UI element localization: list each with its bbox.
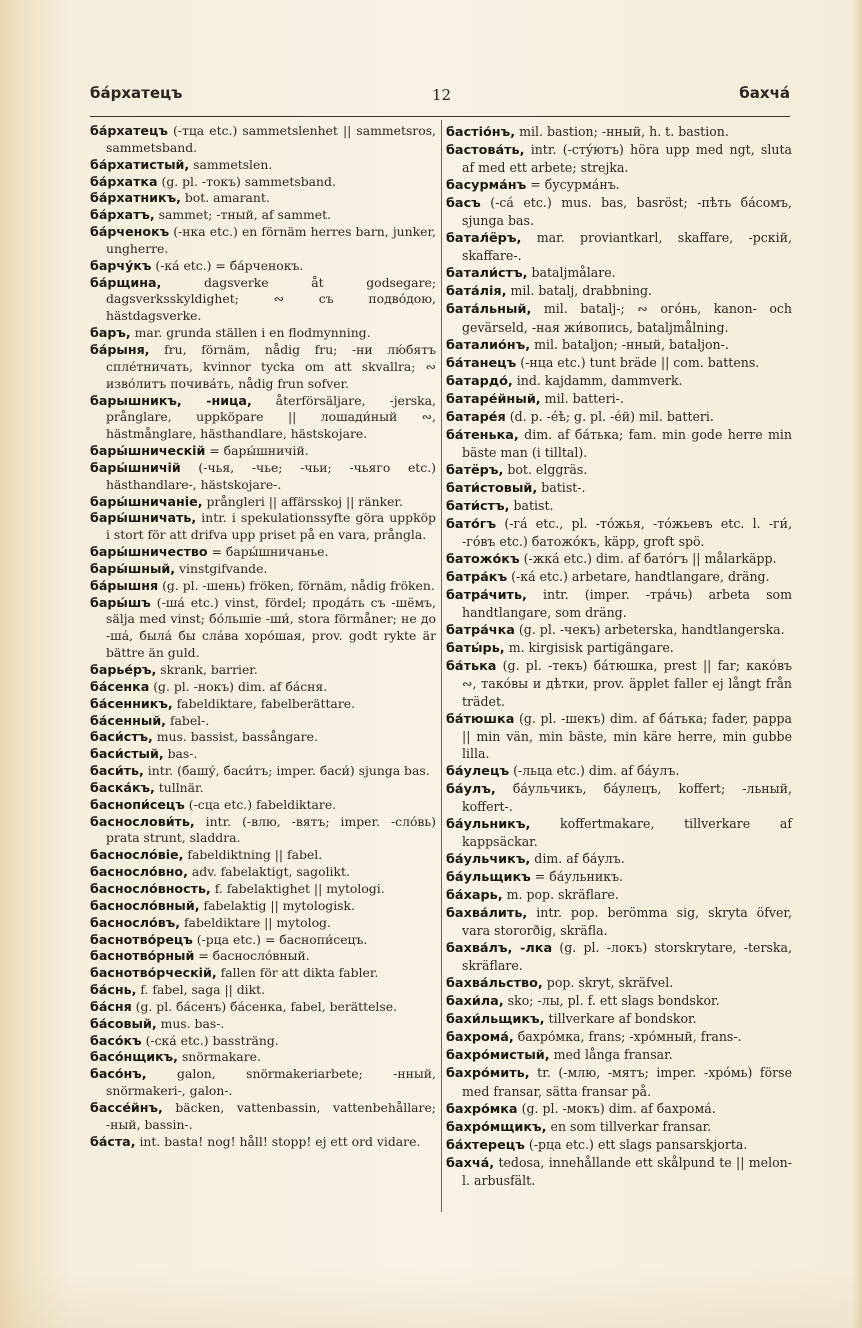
entry-headword: бахро́мка (446, 1101, 518, 1117)
dictionary-entry (90, 207, 436, 224)
dictionary-entry (446, 515, 792, 550)
entry-definition: (g. pl. -текъ) ба́тюшка, prest || far; како́въ ∾, тако́вы и дѣтки, prov. äpplet faller ej långt från trädet. (462, 658, 792, 709)
entry-headword: батардо́, (446, 373, 513, 389)
entry-headword: барчу́къ (90, 257, 152, 273)
entry-definition: f. fabelaktighet || mytologi. (214, 880, 385, 896)
dictionary-entry (90, 999, 436, 1016)
entry-definition: sko; -лы, pl. f. ett slags bondskor. (507, 993, 720, 1009)
dictionary-entry (446, 390, 792, 408)
dictionary-entry (446, 123, 792, 141)
entry-definition: mus. bassist, bassångare. (156, 729, 318, 745)
dictionary-entry (90, 494, 436, 511)
entry-definition: adv. fabelaktigt, sagolikt. (191, 864, 350, 880)
entry-headword: бары́шничій (90, 459, 181, 475)
entry-definition: fabel-. (169, 712, 210, 728)
entry-headword: бахва́льство, (446, 976, 543, 992)
entry-definition: med långa fransar. (553, 1047, 673, 1063)
entry-headword: бары́шническій (90, 443, 206, 459)
dictionary-entry (90, 1134, 436, 1151)
entry-headword: басносло́вный, (90, 897, 200, 913)
column-divider (441, 120, 442, 1212)
entry-definition: mil. bataljon; -нный, bataljon-. (534, 336, 729, 352)
dictionary-entry (90, 881, 436, 898)
entry-headword: бата́льный, (446, 302, 532, 318)
entry-headword: ба́улецъ (446, 763, 510, 779)
paper-stain (0, 1268, 862, 1328)
entry-headword: ба́ста, (90, 1133, 136, 1149)
dictionary-entry (446, 762, 792, 780)
entry-headword: бахва́лъ, -лка (446, 941, 553, 957)
entry-definition: = ба́ульникъ. (534, 868, 624, 884)
entry-headword: басносло́въ, (90, 914, 181, 930)
dictionary-entry (446, 194, 792, 229)
dictionary-entry (446, 282, 792, 300)
entry-headword: бары́шничество (90, 544, 208, 560)
dictionary-entry (446, 408, 792, 426)
entry-headword: ба́харь, (446, 888, 503, 904)
entry-headword: батёръ, (446, 462, 504, 478)
entry-headword: баси́стый, (90, 746, 164, 762)
dictionary-entry (90, 1033, 436, 1050)
entry-headword: бато́гъ (446, 517, 497, 533)
entry-definition: = бусурма́нъ. (530, 177, 620, 193)
entry-definition: (-рца etc.) = баснопи́сецъ. (196, 931, 368, 947)
entry-definition: bas-. (167, 746, 198, 762)
dictionary-entry (446, 1154, 792, 1189)
dictionary-entry (90, 1100, 436, 1134)
dictionary-entry (90, 864, 436, 881)
dictionary-entry (90, 1066, 436, 1100)
entry-definition: (-ска́ etc.) bassträng. (145, 1032, 279, 1048)
dictionary-entry (90, 578, 436, 595)
entry-definition: mar. proviantkarl, skaffare, -рскій, skaffare-. (462, 230, 792, 264)
entry-headword: барышникъ, -ница, (90, 392, 252, 408)
entry-headword: басо́нщикъ, (90, 1049, 178, 1065)
entry-headword: ба́тенька, (446, 427, 519, 443)
entry-definition: m. kirgisisk partigängare. (508, 640, 674, 656)
dictionary-entry (90, 696, 436, 713)
entry-headword: басо́нъ, (90, 1066, 147, 1082)
entry-headword: баснослови́ть, (90, 813, 195, 829)
entry-definition: int. basta! nog! håll! stopp! ej ett ord vidare. (139, 1133, 421, 1149)
dictionary-entry (446, 426, 792, 461)
entry-definition: mus. bas-. (160, 1015, 225, 1031)
entry-headword: ба́тька (446, 659, 497, 675)
dictionary-entry (446, 974, 792, 992)
dictionary-entry (446, 657, 792, 709)
dictionary-entry (90, 342, 436, 393)
entry-headword: батаре́я (446, 409, 506, 425)
dictionary-entry (90, 174, 436, 191)
entry-definition: mil. batalj-; ∾ ого́нь, kanon- och gevärseld, -ная жи́вопись, bataljmålning. (462, 301, 792, 335)
entry-definition: batist. (513, 497, 554, 513)
entry-headword: баснотво́рческій, (90, 965, 217, 981)
entry-headword: ба́танецъ (446, 355, 517, 371)
entry-headword: баснотво́рный (90, 948, 195, 964)
entry-headword: ба́снь, (90, 982, 137, 998)
dictionary-entry (90, 847, 436, 864)
entry-definition: (-рца etc.) ett slags pansarskjorta. (528, 1136, 748, 1152)
entry-definition: pop. skryt, skräfvel. (546, 975, 674, 991)
dictionary-entry (446, 141, 792, 176)
entry-definition: intr. pop. berömma sig, skryta öfver, vara stororðig, skräfla. (462, 905, 793, 939)
dictionary-entry (446, 1136, 792, 1154)
entry-headword: бахва́лить, (446, 906, 528, 922)
entry-definition: mar. grunda ställen i en flodmynning. (134, 325, 371, 341)
entry-definition: skrank, barrier. (160, 662, 258, 677)
dictionary-entry (446, 372, 792, 390)
dictionary-entry (90, 1016, 436, 1033)
entry-headword: батаре́йный, (446, 391, 541, 407)
entry-headword: бастіо́нъ, (446, 125, 516, 140)
entry-headword: бахи́льщикъ, (446, 1012, 545, 1028)
entry-headword: басносло́вность, (90, 880, 211, 896)
entry-headword: басо́къ (90, 1032, 142, 1048)
dictionary-entry (446, 780, 792, 815)
entry-definition: (-са́ etc.) mus. bas, basröst; -пѣть ба́сомъ, sjunga bas. (462, 195, 792, 229)
entry-definition: (-сца etc.) fabeldiktare. (188, 796, 337, 812)
entry-headword: батал́ёръ, (446, 231, 522, 247)
entry-headword: басурма́нъ (446, 178, 527, 194)
entry-headword: бассе́йнъ, (90, 1099, 163, 1115)
entry-headword: ба́сня (90, 998, 132, 1014)
dictionary-entry (90, 190, 436, 207)
entry-headword: ба́рышня (90, 577, 159, 593)
entry-definition: (-жка́ etc.) dim. af бато́гъ || målarkäpp. (523, 551, 777, 567)
entry-headword: бахро́мщикъ, (446, 1119, 547, 1135)
dictionary-entry (90, 965, 436, 982)
entry-headword: бастова́ть, (446, 143, 525, 159)
dictionary-entry (446, 300, 792, 335)
dictionary-entry (446, 568, 792, 586)
dictionary-entry (446, 868, 792, 886)
entry-headword: бахро́мистый, (446, 1048, 550, 1064)
dictionary-entry (446, 1046, 792, 1064)
dictionary-entry (90, 713, 436, 730)
dictionary-entry (446, 229, 792, 264)
entry-definition: snörmakare. (181, 1049, 261, 1065)
entry-headword: басносло́вно, (90, 864, 188, 880)
entry-definition: ба́ульчикъ, ба́улецъ, koffert; -льный, koffert-. (462, 780, 792, 814)
entry-definition: (g. pl. -токъ) sammetsband. (161, 173, 336, 189)
dictionary-entry (90, 679, 436, 696)
entry-headword: баснослóвіе, (90, 847, 184, 863)
entry-definition: f. fabel, saga || dikt. (140, 982, 266, 998)
entry-definition: (d. p. -е́ѣ; g. pl. -е́й) mil. batteri. (509, 408, 714, 424)
entry-headword: бахча́, (446, 1155, 495, 1171)
entry-definition: tr. (-млю, -мятъ; imper. -хро́мь) förse med fransar, sätta fransar på. (462, 1065, 792, 1099)
dictionary-entry (90, 797, 436, 814)
entry-headword: басъ (446, 196, 481, 212)
entry-headword: ба́рхатникъ, (90, 190, 181, 206)
dictionary-entry (446, 336, 792, 354)
dictionary-entry (446, 479, 792, 497)
entry-definition: (g. pl. -шекъ) dim. af ба́тька; fader, pappa || min vän, min bäste, min käre herre, min gubbe lilla. (462, 710, 792, 761)
entry-headword: ба́хтерецъ (446, 1137, 525, 1153)
dictionary-entry (90, 544, 436, 561)
entry-definition: tillverkare af bondskor. (548, 1011, 697, 1027)
entry-definition: intr. i spekulationssyfte göra uppköp i stort för att drifva upp priset på en vara, prångla. (106, 510, 436, 543)
entry-headword: батали́стъ, (446, 266, 528, 282)
entry-definition: fabeldiktare, fabelberättare. (176, 695, 356, 711)
entry-headword: ба́рченокъ (90, 224, 170, 240)
entry-headword: бахрома́, (446, 1030, 514, 1046)
dictionary-entry (446, 176, 792, 194)
dictionary-entry (90, 932, 436, 949)
entry-definition: fabeldiktare || mytolog. (183, 914, 331, 930)
entry-headword: батра́чить, (446, 588, 527, 604)
entry-definition: fabelaktig || mytologisk. (203, 897, 355, 913)
entry-headword: ба́сенникъ, (90, 695, 173, 711)
entry-headword: барье́ръ, (90, 662, 157, 677)
entry-definition: (g. pl. -шень) fröken, förnäm, nådig fröken. (162, 577, 435, 593)
dictionary-entry (90, 275, 436, 326)
dictionary-entry (446, 621, 792, 639)
entry-definition: tedosa, innehållande ett skålpund te || melon- l. arbusfält. (462, 1154, 792, 1188)
entry-definition: (g. pl. -нокъ) dim. af ба́сня. (153, 678, 328, 694)
entry-definition: (-нца etc.) tunt bräde || com. battens. (520, 354, 760, 370)
dictionary-entry (90, 948, 436, 965)
entry-definition: mil. batalj, drabbning. (510, 283, 653, 299)
header-right-headword: бахча́ (739, 84, 790, 102)
entry-headword: ба́сенка (90, 678, 150, 694)
dictionary-entry (90, 763, 436, 780)
dictionary-entry (90, 729, 436, 746)
entry-definition: intr. (башу́, баси́тъ; imper. баси́) sjunga bas. (147, 763, 430, 779)
entry-headword: батожо́къ (446, 552, 520, 568)
entry-headword: бати́стъ, (446, 498, 510, 514)
dictionary-entry (90, 258, 436, 275)
entry-definition: (-льца etc.) dim. af ба́улъ. (513, 762, 680, 778)
dictionary-entry (90, 595, 436, 662)
entry-headword: баси́ть, (90, 763, 144, 779)
entry-definition: intr. (imper. -тра́чь) arbeta som handtlangare, som dräng. (462, 587, 792, 621)
entry-headword: бары́шный, (90, 560, 176, 576)
dictionary-entry (446, 1028, 792, 1046)
dictionary-entry (90, 443, 436, 460)
entry-definition: (-ка́ etc.) arbetare, handtlangare, dräng. (511, 569, 770, 585)
entry-definition: galon, snörmakeriarbete; -нный, snörmakeri-, galon-. (106, 1066, 436, 1099)
dictionary-entry (446, 710, 792, 762)
page-number: 12 (432, 86, 452, 104)
dictionary-entry (446, 1100, 792, 1118)
page-edge (852, 0, 862, 1328)
entry-definition: = басносло́вный. (198, 948, 310, 964)
entry-definition: m. pop. skräflare. (506, 887, 619, 903)
dictionary-entry (90, 746, 436, 763)
entry-headword: баталио́нъ, (446, 337, 531, 353)
entry-headword: ба́улъ, (446, 781, 496, 797)
dictionary-entry (446, 264, 792, 282)
dictionary-entry (446, 904, 792, 939)
entry-definition: batist-. (541, 479, 586, 495)
entry-headword: бары́шничаніе, (90, 493, 203, 509)
dictionary-entry (446, 550, 792, 568)
entry-headword: баснотво́рецъ (90, 931, 193, 947)
dictionary-entry (90, 898, 436, 915)
entry-headword: бары́шъ (90, 594, 151, 610)
entry-headword: ба́ульчикъ, (446, 851, 531, 867)
entry-definition: fru, förnäm, nådig fru; -ни лю́бятъ спле́тничать, kvinnor tycka om att skvallra; ∾ изво́литъ почива́ть, nådig frun sofver. (106, 341, 436, 391)
entry-definition: fallen för att dikta fabler. (220, 965, 379, 981)
dictionary-entry (90, 224, 436, 258)
entry-definition: (-тца etc.) sammetslenhet || sammetsros, sammetsband. (106, 123, 436, 155)
entry-headword: баска́къ, (90, 779, 155, 795)
entry-definition: bot. amarant. (184, 190, 270, 206)
entry-definition: koffertmakare, tillverkare af kappsäckar. (462, 815, 792, 849)
dictionary-entry (446, 850, 792, 868)
dictionary-entry (90, 393, 436, 444)
entry-headword: баръ, (90, 325, 131, 341)
entry-headword: ба́рыня, (90, 341, 150, 357)
entry-definition: бахро́мка, frans; -хро́мный, frans-. (517, 1029, 742, 1045)
entry-definition: ind. kajdamm, dammverk. (516, 372, 683, 388)
entry-definition: intr. (-влю, -вятъ; imper. -сло́вь) prata strunt, sladdra. (106, 813, 436, 846)
entry-headword: ба́рхатецъ (90, 123, 168, 138)
entry-definition: sammetslen. (193, 156, 273, 172)
right-column (446, 123, 792, 1189)
dictionary-entry (446, 354, 792, 372)
entry-headword: ба́совый, (90, 1015, 157, 1031)
entry-definition: en som tillverkar fransar. (550, 1118, 712, 1134)
entry-definition: (-чья, -чье; -чьи; -чьяго etc.) hästhandlare-, hästskojare-. (106, 459, 436, 492)
entry-headword: баси́стъ, (90, 729, 153, 745)
entry-definition: = бары́шничанье. (211, 544, 329, 560)
entry-headword: бахро́мить, (446, 1066, 530, 1082)
dictionary-entry (446, 992, 792, 1010)
header-rule (90, 116, 790, 117)
dictionary-entry (90, 662, 436, 679)
entry-headword: ба́рхатка (90, 173, 158, 189)
entry-headword: бати́стовый, (446, 480, 538, 496)
header-left-headword: ба́рхатецъ (90, 84, 183, 102)
page-header (90, 84, 790, 110)
entry-headword: баснопи́сецъ (90, 796, 185, 812)
entry-headword: ба́тюшка (446, 711, 515, 727)
dictionary-entry (90, 510, 436, 544)
dictionary-entry (446, 1064, 792, 1099)
dictionary-entry (446, 886, 792, 904)
entry-definition: (g. pl. ба́сенъ) ба́сенка, fabel, berättelse. (135, 998, 398, 1014)
dictionary-entry (446, 586, 792, 621)
entry-definition: (-га́ etc., pl. -то́жья, -то́жьевъ etc. l. -ги́, -го́въ etc.) батожо́къ, käpp, groft spö. (462, 516, 792, 550)
entry-definition: fabeldiktning || fabel. (187, 847, 323, 863)
dictionary-entry (446, 939, 792, 974)
dictionary-entry (446, 639, 792, 657)
entry-definition: = бары́шничій. (209, 443, 309, 459)
dictionary-entry (90, 915, 436, 932)
entry-definition: (-ша́ etc.) vinst, fördel; прода́ть съ -шёмъ, sälja med vinst; бо́льшіе -ши́, stora förmåner; не до -ша́, была́ бы сла́ва хоро́шая, prov. godt rykte är bättre än guld. (106, 594, 436, 661)
entry-definition: återförsäljare, -jerska, prånglare, uppköpare || лошади́ный ∾, hästmånglare, hästhandlare, hästskojare. (106, 392, 436, 442)
entry-headword: ба́рхатъ, (90, 207, 155, 223)
entry-definition: bäcken, vattenbassin, vattenbehållare; -ный, bassin-. (106, 1099, 436, 1132)
entry-definition: dagsverke åt godsegare; dagsverksskyldighet; ∾ съ подво́дою, hästdagsverke. (106, 274, 436, 324)
dictionary-entry (90, 780, 436, 797)
dictionary-entry (446, 1010, 792, 1028)
entry-definition: (g. pl. -чекъ) arbeterska, handtlangerska. (518, 622, 785, 638)
left-column (90, 123, 436, 1150)
entry-definition: dim. af ба́улъ. (534, 850, 625, 866)
dictionary-entry (90, 157, 436, 174)
dictionary-entry (446, 497, 792, 515)
entry-definition: bot. elggräs. (507, 461, 588, 477)
entry-definition: (g. pl. -локъ) storskrytare, -terska, skräflare. (462, 940, 792, 974)
dictionary-entry (446, 1118, 792, 1136)
entry-definition: tullnär. (158, 779, 204, 795)
dictionary-entry (90, 982, 436, 999)
dictionary-entry (90, 123, 436, 157)
entry-definition: mil. batteri-. (544, 390, 624, 406)
entry-headword: ба́ульникъ, (446, 816, 531, 832)
entry-definition: (g. pl. -мокъ) dim. af бахрома́. (521, 1100, 716, 1116)
entry-definition: vinstgifvande. (179, 560, 268, 576)
entry-headword: батра́чка (446, 623, 515, 639)
entry-definition: bataljmålare. (531, 265, 616, 281)
entry-headword: ба́ульщикъ (446, 869, 531, 885)
entry-headword: бахи́ла, (446, 994, 504, 1010)
entry-headword: ба́сенный, (90, 712, 166, 728)
entry-headword: бата́лія, (446, 284, 507, 300)
entry-headword: бары́шничать, (90, 510, 197, 526)
entry-definition: dim. af ба́тька; fam. min gode herre min bäste man (i tilltal). (462, 426, 792, 460)
entry-definition: prångleri || affärsskoj || ränker. (206, 493, 403, 509)
entry-definition: sammet; -тный, af sammet. (158, 207, 332, 223)
dictionary-entry (90, 814, 436, 848)
dictionary-entry (90, 460, 436, 494)
entry-definition: (-нка etc.) en förnäm herres barn, junker, ungherre. (106, 224, 436, 256)
entry-headword: баты́рь, (446, 641, 505, 657)
dictionary-entry (90, 1049, 436, 1066)
dictionary-entry (90, 325, 436, 342)
entry-definition: intr. (-сту́ютъ) höra upp med ngt, sluta af med ett arbete; strejka. (462, 142, 792, 176)
entry-definition: mil. bastion; -нный, h. t. bastion. (519, 124, 729, 139)
entry-headword: ба́рщина, (90, 274, 162, 290)
entry-headword: батра́къ (446, 570, 508, 586)
entry-headword: ба́рхатистый, (90, 156, 190, 172)
dictionary-entry (90, 561, 436, 578)
dictionary-entry (446, 815, 792, 850)
entry-definition: (-ка́ etc.) = ба́рченокъ. (155, 257, 304, 273)
dictionary-entry (446, 461, 792, 479)
